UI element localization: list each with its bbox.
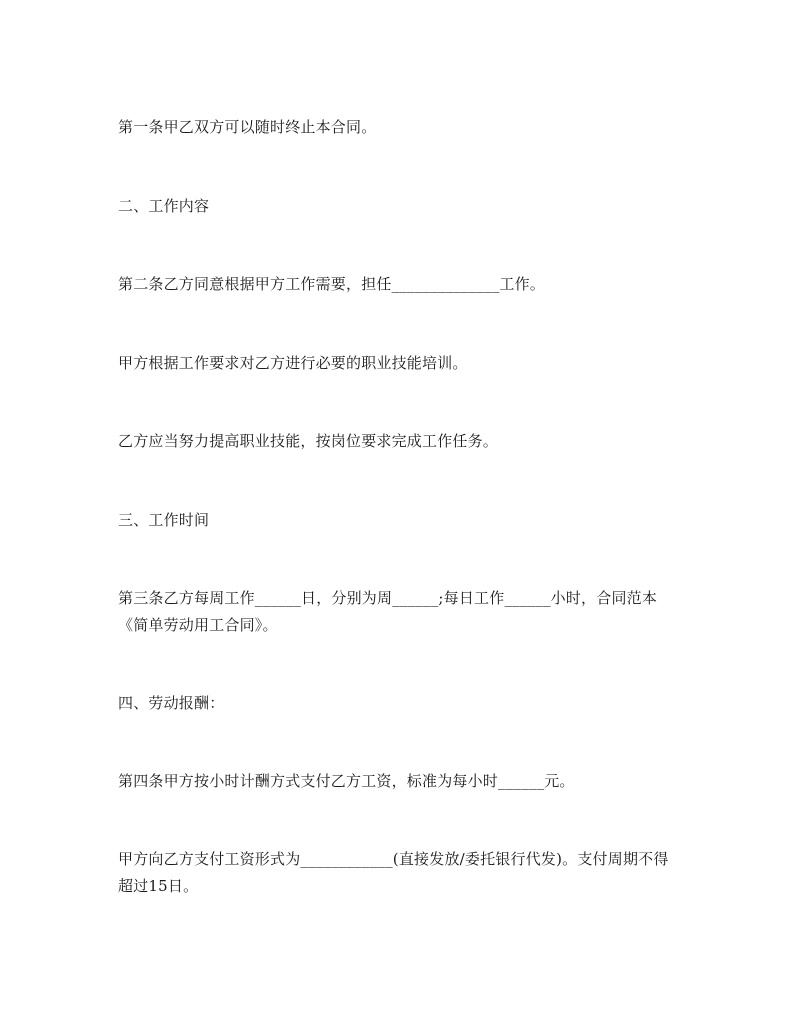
paragraph-training: 甲方根据工作要求对乙方进行必要的职业技能培训。 xyxy=(118,354,468,372)
clause-4-hourly-wage: 第四条甲方按小时计酬方式支付乙方工资，标准为每小时______元。 xyxy=(118,772,575,790)
clause-3-schedule: 第三条乙方每周工作______日，分别为周______;每日工作______小时，合同范本《简单劳动用工合同》。 xyxy=(118,589,658,634)
clause-2-position: 第二条乙方同意根据甲方工作需要，担任______________工作。 xyxy=(118,275,546,293)
section-heading-remuneration: 四、劳动报酬： xyxy=(118,694,225,712)
section-heading-work-content: 二、工作内容 xyxy=(118,197,210,215)
clause-1-termination: 第一条甲乙双方可以随时终止本合同。 xyxy=(118,118,377,136)
section-heading-work-hours: 三、工作时间 xyxy=(118,511,210,529)
paragraph-duties: 乙方应当努力提高职业技能，按岗位要求完成工作任务。 xyxy=(118,432,499,450)
paragraph-payment-method: 甲方向乙方支付工资形式为____________(直接发放/委托银行代发)。支付周期不得超过15日。 xyxy=(118,850,669,895)
